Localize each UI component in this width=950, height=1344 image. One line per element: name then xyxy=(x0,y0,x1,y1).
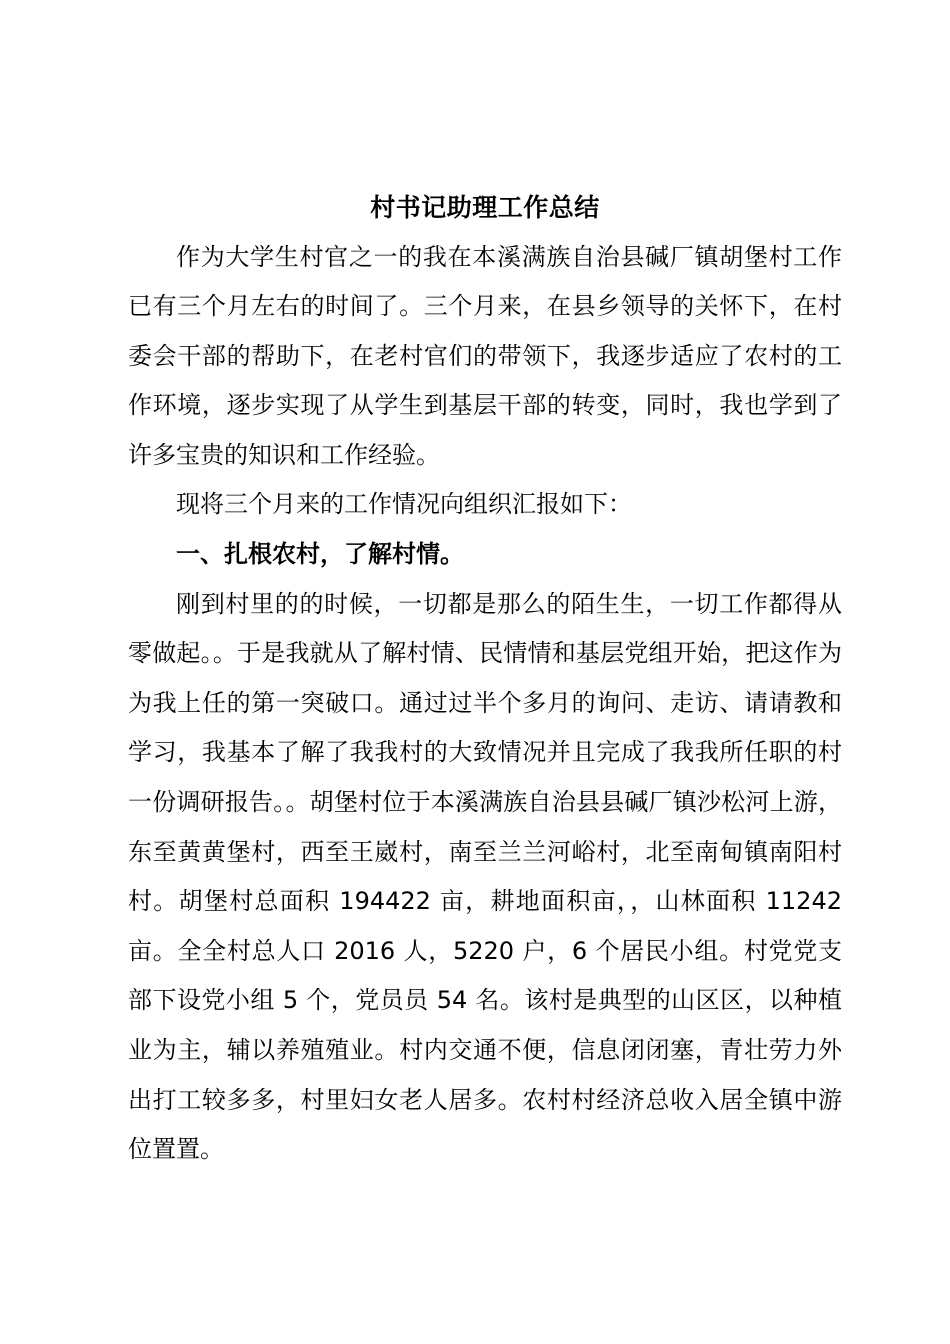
document-title: 村书记助理工作总结 xyxy=(370,193,600,222)
intro-paragraph: 作为大学生村官之一的我在本溪满族自治县碱厂镇胡堡村工作已有三个月左右的时间了。三个月来，在县乡领导的关怀下，在村委会干部的帮助下，在老村官们的带领下，我逐步适应了农村的工作环境，逐步实现了从学生到基层干部的转变，同时，我也学到了许多宝贵的知识和工作经验。 xyxy=(128,242,842,469)
document-body xyxy=(128,183,842,1175)
section-1-paragraph: 刚到村里的的时候，一切都是那么的陌生生，一切工作都得从零做起。。于是我就从了解村情、民情情和基层党组开始，把这作为为我上任的第一突破口。通过过半个多月的询问、走访、请请教和学习，我基本了解了我我村的大致情况并且完成了我我所任职的村一份调研报告。。胡堡村位于本溪满族自治县县碱厂镇沙松河上游，东至黄黄堡村，西至王崴村，南至兰兰河峪村，北至南甸镇南阳村村。胡堡村总面积 194422 亩，耕地面积亩，，山林面积 11242 亩。全全村总人口 2016 人，5220 户，6 个居民小组。村党党支部下设党小组 5 个，党员员 54 名。该村是典型的山区区，以种植业为主，辅以养殖殖业。村内交通不便，信息闭闭塞，青壮劳力外出打工较多多，村里妇女老人居多。农村村经济总收入居全镇中游位置置。 xyxy=(128,589,842,1164)
report-lead-paragraph: 现将三个月来的工作情况向组织汇报如下： xyxy=(176,490,632,519)
section-1-heading: 一、扎根农村，了解村情。 xyxy=(176,540,464,569)
